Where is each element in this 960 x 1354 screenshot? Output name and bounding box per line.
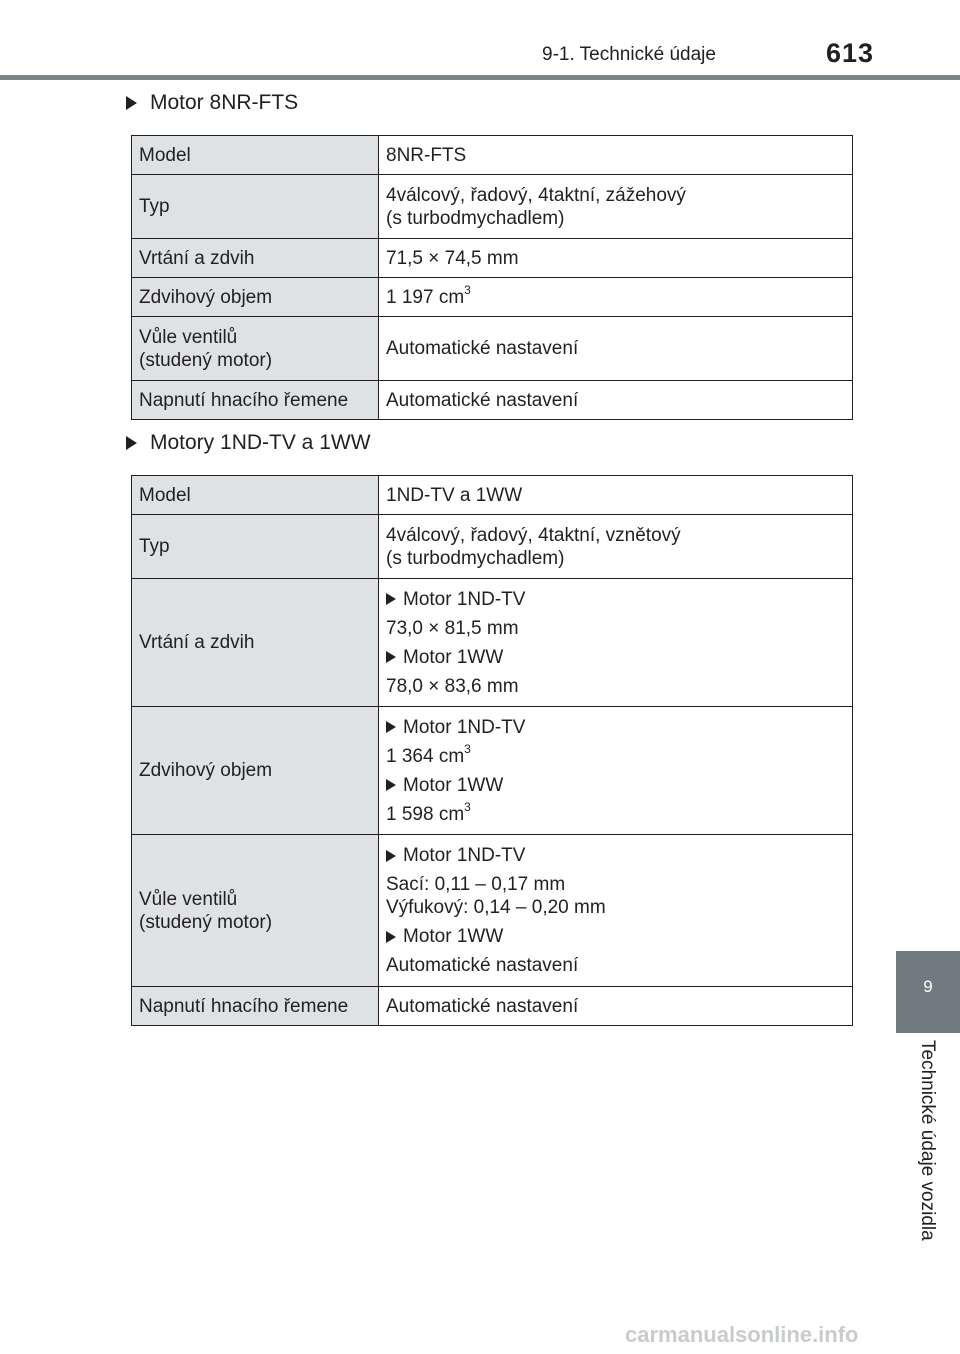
row-key-line: Vůle ventilů [139, 888, 238, 910]
chapter-tab[interactable] [896, 951, 960, 1033]
sub-heading [386, 771, 845, 800]
sub-heading-text: Motor 1ND-TV [403, 716, 526, 738]
triangle-bullet-icon [126, 96, 137, 110]
sub-value: 73,0 × 81,5 mm [386, 617, 519, 639]
row-value-line: (s turbodmychadlem) [386, 547, 565, 569]
sub-heading [386, 922, 845, 951]
row-value [379, 835, 853, 987]
row-key: Napnutí hnacího řemene [132, 987, 379, 1026]
table-row [132, 835, 853, 987]
sub-value-line: Sací: 0,11 – 0,17 mm [386, 874, 566, 895]
section-title-text: Motor 8NR-FTS [150, 91, 299, 114]
header-rule [0, 75, 960, 80]
page-number: 613 [826, 38, 875, 68]
row-key [132, 835, 379, 987]
triangle-bullet-icon [386, 721, 396, 733]
triangle-bullet-icon [386, 850, 396, 862]
row-key: Vrtání a zdvih [132, 579, 379, 707]
row-value: Automatické nastavení [379, 987, 853, 1026]
table-row [132, 136, 853, 175]
sub-value: 78,0 × 83,6 mm [386, 675, 519, 697]
row-value [379, 707, 853, 835]
triangle-bullet-icon [386, 593, 396, 605]
section-title-8nr-fts [126, 91, 298, 115]
row-key: Vrtání a zdvih [132, 239, 379, 278]
row-key: Zdvihový objem [132, 278, 379, 317]
section-title-1nd-tv-1ww [126, 431, 371, 455]
sub-heading-text: Motor 1WW [403, 926, 504, 947]
row-value: Automatické nastavení [379, 317, 853, 381]
row-value [379, 175, 853, 239]
spec-table-8nr-fts [131, 135, 853, 420]
superscript: 3 [464, 282, 471, 297]
row-value: 71,5 × 74,5 mm [379, 239, 853, 278]
sub-value [386, 870, 845, 922]
sub-value [386, 800, 845, 829]
triangle-bullet-icon [386, 931, 396, 943]
row-value-line: 4válcový, řadový, 4taktní, zážehový [386, 184, 686, 206]
triangle-bullet-icon [126, 436, 137, 450]
table-row [132, 317, 853, 381]
chapter-title: Technické údaje vozidla [917, 1040, 938, 1241]
watermark: carmanualsonline.info [625, 1322, 859, 1347]
row-key: Napnutí hnacího řemene [132, 381, 379, 420]
superscript: 3 [464, 799, 471, 814]
row-value: Automatické nastavení [379, 381, 853, 420]
table-row [132, 239, 853, 278]
table-row [132, 707, 853, 835]
row-key-line: Vůle ventilů [139, 326, 238, 348]
table-row [132, 987, 853, 1026]
table-row [132, 381, 853, 420]
table-row [132, 515, 853, 579]
value-text: 1 598 cm [386, 803, 465, 825]
chapter-number: 9 [923, 977, 933, 996]
sub-heading-text: Motor 1ND-TV [403, 588, 526, 610]
sub-heading [386, 643, 845, 672]
row-value: 1ND-TV a 1WW [379, 476, 853, 515]
sub-heading-text: Motor 1WW [403, 774, 504, 796]
sub-value-line: Výfukový: 0,14 – 0,20 mm [386, 897, 606, 918]
sub-heading [386, 841, 845, 870]
row-value [379, 278, 853, 317]
row-value: 8NR-FTS [379, 136, 853, 175]
table-row [132, 278, 853, 317]
row-key [132, 317, 379, 381]
header-section-title: 9-1. Technické údaje [542, 44, 716, 65]
triangle-bullet-icon [386, 779, 396, 791]
row-key-line: (studený motor) [139, 911, 273, 933]
spec-table-1nd-tv-1ww [131, 475, 853, 1026]
triangle-bullet-icon [386, 651, 396, 663]
sub-value [386, 742, 845, 771]
table-row [132, 175, 853, 239]
row-key: Zdvihový objem [132, 707, 379, 835]
row-key-line: (studený motor) [139, 349, 273, 371]
sub-heading-text: Motor 1ND-TV [403, 845, 526, 866]
row-key: Typ [132, 515, 379, 579]
row-value [379, 579, 853, 707]
value-text: 1 197 cm [386, 286, 465, 308]
row-key: Typ [132, 175, 379, 239]
sub-value: Automatické nastavení [386, 955, 579, 976]
row-key: Model [132, 476, 379, 515]
sub-heading [386, 713, 845, 742]
row-value [379, 515, 853, 579]
section-title-text: Motory 1ND-TV a 1WW [150, 431, 371, 454]
superscript: 3 [464, 741, 471, 756]
table-row [132, 476, 853, 515]
row-value-line: 4válcový, řadový, 4taktní, vznětový [386, 524, 681, 546]
value-text: 1 364 cm [386, 745, 465, 767]
table-row [132, 579, 853, 707]
row-key: Model [132, 136, 379, 175]
row-value-line: (s turbodmychadlem) [386, 207, 565, 229]
sub-heading-text: Motor 1WW [403, 646, 504, 668]
sub-heading [386, 585, 845, 614]
